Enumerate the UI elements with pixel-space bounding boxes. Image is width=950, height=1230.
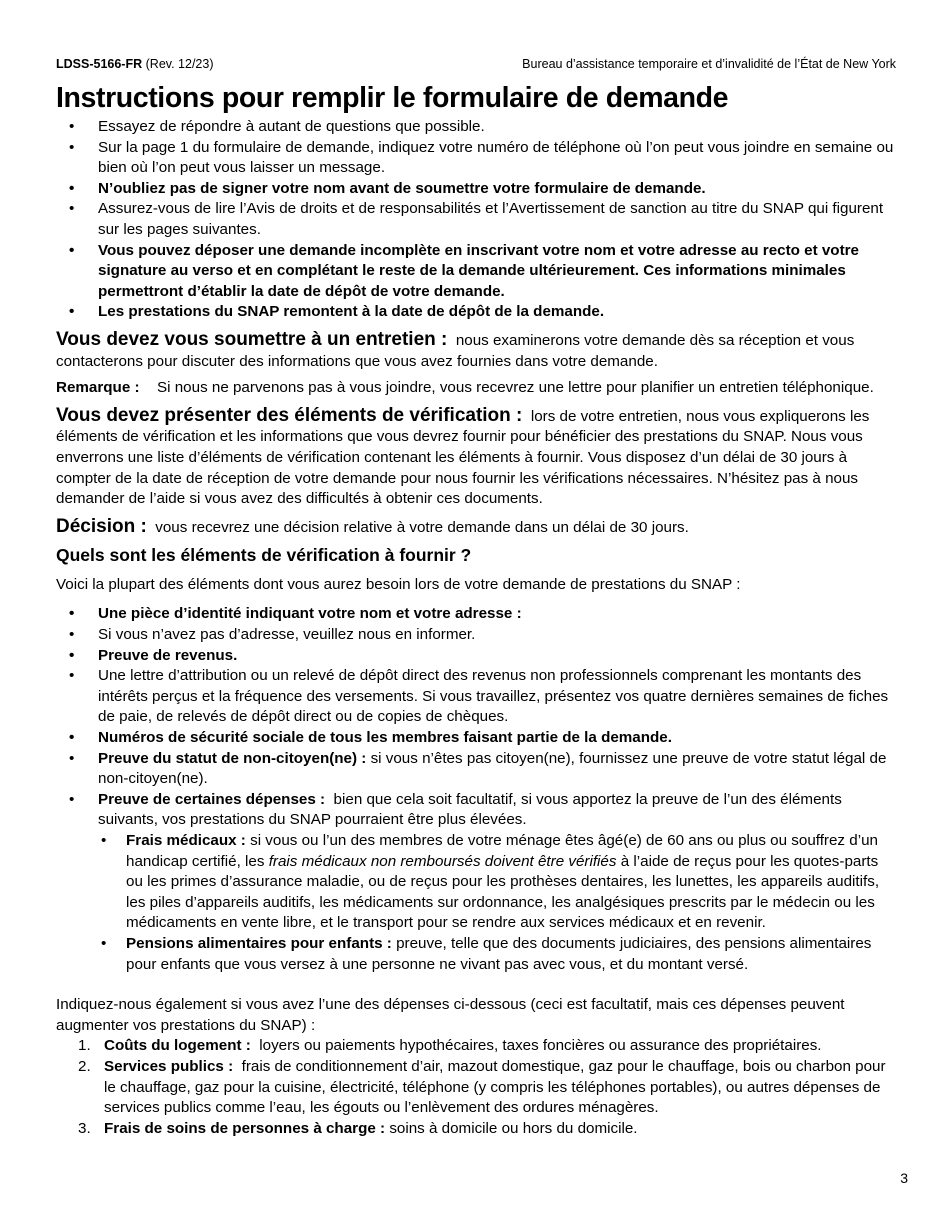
verification-text: lors de votre entretien, nous vous expliquerons les éléments de vérification et les informations que vous devrez fournir pour bénéficier des prestations du SNAP. Nous vous enverrons une liste d’éléments de vérification contenant les éléments à fournir. Vous disposez d’un délai de 30 jours à compter de la date de réception de votre demande pour nous fournir les vérifications nécessaires. N’hésitez pas à nous demander de l’aide si vous avez des difficultés à obtenir ces documents. — [56, 407, 870, 508]
item-text: soins à domicile ou hors du domicile. — [389, 1119, 638, 1137]
item-text: loyers ou paiements hypothécaires, taxes foncières ou assurance des propriétaires. — [259, 1037, 822, 1055]
remark-section — [56, 378, 896, 399]
item-label: Services publics : — [104, 1057, 234, 1075]
list-item: • Une lettre d’attribution ou un relevé de dépôt direct des revenus non professionnels comprenant les montants des intérêts perçus et la fréquence des versements. Si vous travaillez, présentez vos quatre dernières semaines de fiches de paie, de relevés de dépôt direct ou de copies de chèques. — [56, 666, 896, 728]
expenses-intro: Indiquez-nous également si vous avez l’une des dépenses ci-dessous (ceci est facultatif, mais ces dépenses peuvent augmenter vos prestations du SNAP) : — [56, 996, 845, 1034]
expenses-numbered-list — [56, 1036, 896, 1139]
item-number: 3. — [78, 1119, 91, 1137]
form-id — [56, 57, 213, 71]
list-item — [56, 1036, 896, 1057]
remark-label: Remarque : — [56, 379, 140, 397]
decision-section — [56, 517, 896, 539]
list-item — [56, 790, 896, 975]
item-text: si vous n’êtes pas citoyen(ne), fournissez une preuve de votre statut légal de non-citoyen(ne). — [98, 749, 887, 788]
item-label: Frais de soins de personnes à charge : — [104, 1119, 386, 1137]
item-number: 1. — [78, 1037, 91, 1055]
list-item: • Vous pouvez déposer une demande incomplète en inscrivant votre nom et votre adresse au recto et votre signature au verso et en complétant le reste de la demande ultérieurement. Ces informations minimales permettront d’établir la date de dépôt de votre demande. — [56, 241, 896, 303]
verification-list-heading: Quels sont les éléments de vérification à fournir ? — [56, 545, 472, 566]
list-item: • N’oubliez pas de signer votre nom avant de soumettre votre formulaire de demande. — [56, 179, 896, 200]
page-number: 3 — [900, 1170, 908, 1186]
item-number: 2. — [78, 1057, 91, 1075]
list-item: • Si vous n’avez pas d’adresse, veuillez nous en informer. — [56, 625, 896, 646]
list-item: • Sur la page 1 du formulaire de demande, indiquez votre numéro de téléphone où l’on peut vous joindre en semaine ou bien où l’on peut vous laisser un message. — [56, 138, 896, 179]
list-item: • Numéros de sécurité sociale de tous les membres faisant partie de la demande. — [56, 728, 896, 749]
item-label: Preuve de certaines dépenses : — [98, 790, 326, 808]
list-item: • Preuve de revenus. — [56, 646, 896, 667]
item-text: preuve, telle que des documents judiciaires, des pensions alimentaires pour enfants que vous versez à une personne ne vivant pas avec vous, et du montant versé. — [126, 934, 872, 973]
remark-text: Si nous ne parvenons pas à vous joindre, vous recevrez une lettre pour planifier un entretien téléphonique. — [157, 379, 874, 397]
form-revision: (Rev. 12/23) — [145, 57, 214, 71]
list-item: • Une pièce d’identité indiquant votre nom et votre adresse : — [56, 604, 896, 625]
decision-text: vous recevrez une décision relative à votre demande dans un délai de 30 jours. — [155, 518, 689, 536]
page-title: Instructions pour remplir le formulaire de demande — [56, 82, 729, 114]
agency-name: Bureau d’assistance temporaire et d’invalidité de l’État de New York — [522, 57, 896, 71]
list-item: • Les prestations du SNAP remontent à la date de dépôt de la demande. — [56, 302, 896, 323]
item-emphasis: frais médicaux non remboursés doivent être vérifiés — [268, 852, 617, 870]
list-item — [56, 1057, 896, 1119]
interview-section — [56, 330, 896, 372]
verification-section — [56, 406, 896, 510]
item-label: Preuve du statut de non-citoyen(ne) : — [98, 749, 367, 767]
item-text: frais de conditionnement d’air, mazout domestique, gaz pour le chauffage, bois ou charbon pour le chauffage, gaz pour la cuisine, électricité, téléphone (y compris les téléphones portables), ou autres dépenses de services publics comme l’eau, les égouts ou l’enlèvement des ordures ménagères. — [104, 1057, 886, 1117]
item-text: bien que cela soit facultatif, si vous apportez la preuve de l’un des éléments suivants, vos prestations du SNAP pourraient être plus élevées. — [98, 790, 842, 829]
list-item — [98, 831, 896, 934]
item-label: Frais médicaux : — [126, 832, 246, 849]
intro-bullet-list — [56, 117, 896, 323]
interview-heading: Vous devez vous soumettre à un entretien : — [56, 328, 448, 350]
list-item — [56, 749, 896, 790]
list-item: • Assurez-vous de lire l’Avis de droits et de responsabilités et l’Avertissement de sanction au titre du SNAP qui figurent sur les pages suivantes. — [56, 199, 896, 240]
verification-list-intro: Voici la plupart des éléments dont vous aurez besoin lors de votre demande de prestations du SNAP : — [56, 575, 741, 593]
form-code: LDSS-5166-FR — [56, 57, 143, 71]
verification-heading: Vous devez présenter des éléments de vérification : — [56, 404, 523, 426]
decision-heading: Décision : — [56, 515, 147, 537]
main-content — [56, 117, 896, 1139]
list-item: • Essayez de répondre à autant de questions que possible. — [56, 117, 896, 138]
expense-proof-sublist — [98, 831, 896, 975]
item-label: Pensions alimentaires pour enfants : — [126, 934, 392, 952]
item-text: si vous ou l’un des membres de votre ménage êtes âgé(e) de 60 ans ou plus ou souffrez d’un handicap certifié, les — [126, 832, 878, 870]
item-text: à l’aide de reçus pour les quotes-parts ou les primes d’assurance maladie, ou de reçus pour les prothèses dentaires, les lunettes, les appareils auditifs, les piles d’appareils auditifs, les médicaments sur ordonnance, les analgésiques prescrits par le médecin ou les médicaments en vente libre, et le transport pour se rendre aux services médicaux et en revenir. — [126, 852, 880, 932]
item-label: Coûts du logement : — [104, 1037, 251, 1055]
verification-bullet-list — [56, 604, 896, 975]
interview-text: nous examinerons votre demande dès sa réception et vous contacterons pour discuter des informations que vous avez fournies dans votre demande. — [56, 331, 855, 370]
list-item — [98, 934, 896, 975]
list-item — [56, 1119, 896, 1140]
